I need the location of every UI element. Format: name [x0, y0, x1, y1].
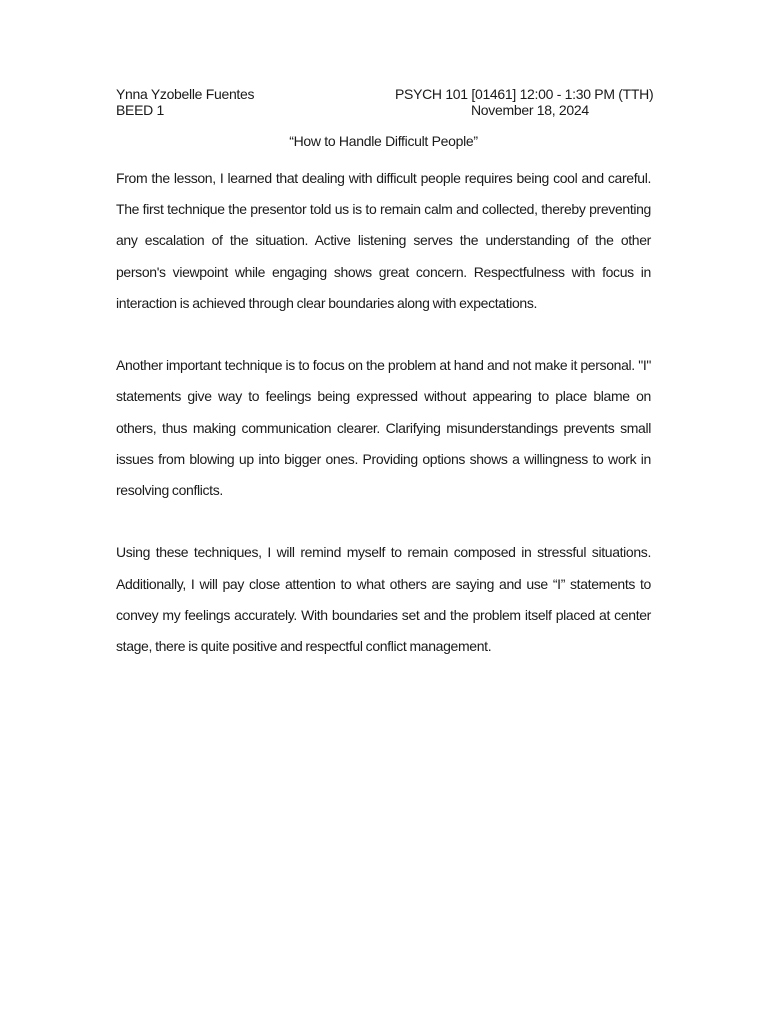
header-row-1: [116, 87, 652, 103]
paragraph-2: Another important technique is to focus on the problem at hand and not make it personal. "I" statements give way to feelings being expressed without appearing to place blame on others, thus making communication clearer. Clarifying misunderstandings prevents small issues from blowing up into bigger ones. Providing options shows a willingness to work in resolving conflicts.: [116, 357, 651, 499]
header-row-2: [116, 103, 652, 119]
paragraph-1: From the lesson, I learned that dealing with difficult people requires being cool and careful. The first technique the presentor told us is to remain calm and collected, thereby preventing any escalation of the situation. Active listening serves the understanding of the other person's viewpoint while engaging shows great concern. Respectfulness with focus in interaction is achieved through clear boundaries along with expectations.: [116, 170, 651, 311]
student-name: Ynna Yzobelle Fuentes: [116, 86, 255, 102]
course-info: PSYCH 101 [01461] 12:00 - 1:30 PM (TTH): [395, 86, 654, 102]
document-header: [116, 87, 652, 118]
submission-date: November 18, 2024: [471, 101, 589, 118]
document-title: “How to Handle Difficult People”: [289, 133, 478, 149]
paragraph-3: Using these techniques, I will remind myself to remain composed in stressful situations. Additionally, I will pay close attention to what others are saying and use “I” statements to convey my feelings accurately. With boundaries set and the problem itself placed at center stage, there is quite positive and respectful conflict management.: [116, 544, 651, 655]
document-body: [116, 163, 651, 662]
program-label: BEED 1: [116, 101, 164, 118]
